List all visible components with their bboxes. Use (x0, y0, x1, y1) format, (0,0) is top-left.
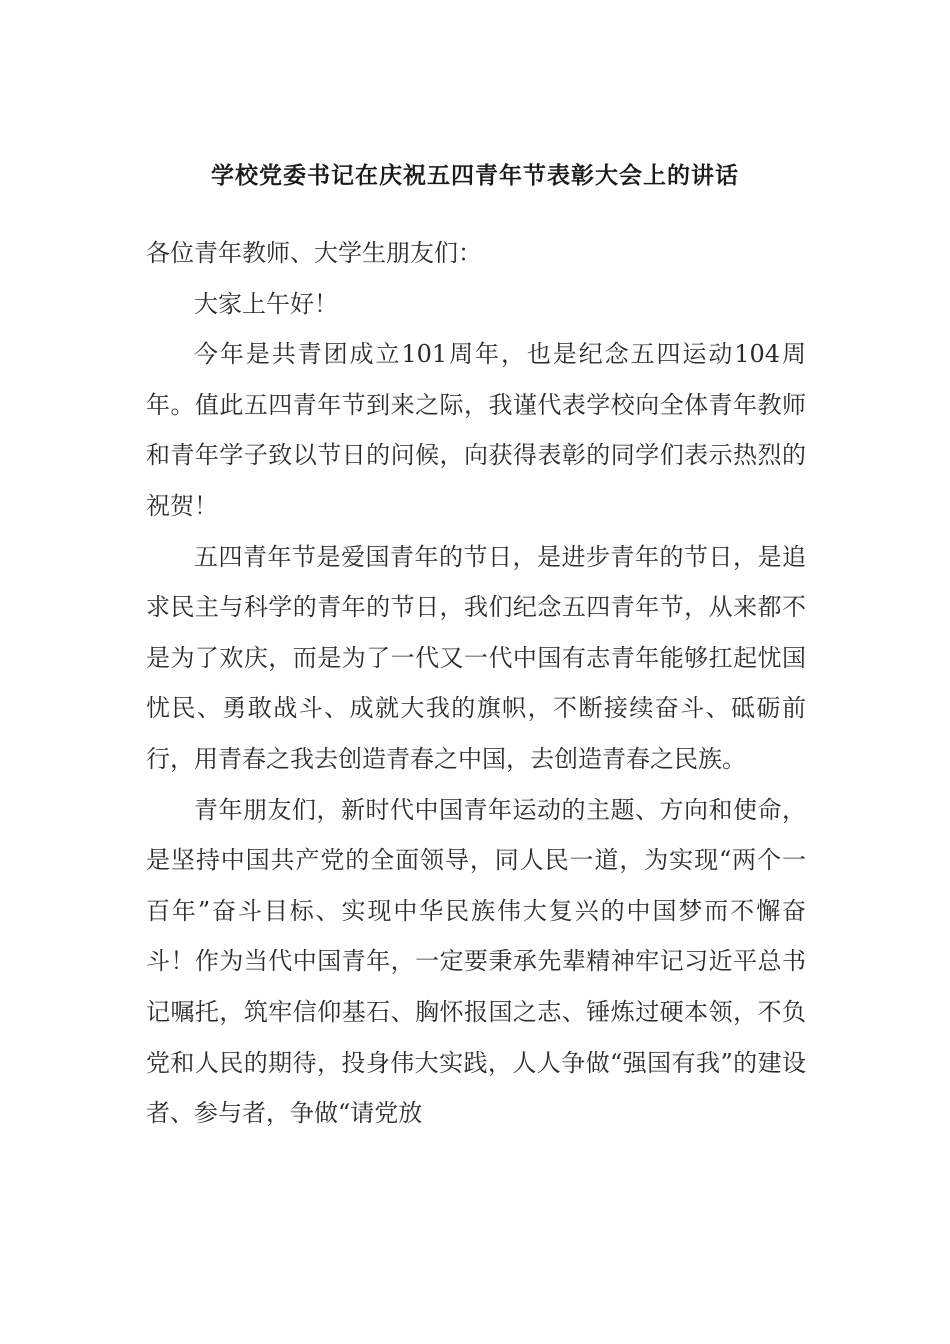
document-body (146, 228, 806, 1139)
paragraph-anniversary: 今年是共青团成立101周年，也是纪念五四运动104周年。值此五四青年节到来之际，我谨代表学校向全体青年教师和青年学子致以节日的问候，向获得表彰的同学们表示热烈的祝贺！ (146, 340, 806, 520)
paragraph-may-fourth: 五四青年节是爱国青年的节日，是进步青年的节日，是追求民主与科学的青年的节日，我们纪念五四青年节，从来都不是为了欢庆，而是为了一代又一代中国有志青年能够扛起忧国忧民、勇敢战斗、成就大我的旗帜，不断接续奋斗、砥砺前行，用青春之我去创造青春之中国，去创造青春之民族。 (146, 542, 806, 773)
salutation: 各位青年教师、大学生朋友们： (146, 239, 482, 267)
paragraph-greeting: 大家上午好！ (194, 289, 338, 318)
document-title: 学校党委书记在庆祝五四青年节表彰大会上的讲话 (211, 162, 739, 189)
paragraph-mission: 青年朋友们，新时代中国青年运动的主题、方向和使命，是坚持中国共产党的全面领导，同人民一道，为实现“两个一百年”奋斗目标、实现中华民族伟大复兴的中国梦而不懈奋斗！作为当代中国青年，一定要秉承先辈精神牢记习近平总书记嘱托，筑牢信仰基石、胸怀报国之志、锤炼过硬本领，不负党和人民的期待，投身伟大实践，人人争做“强国有我”的建设者、参与者，争做“请党放 (146, 795, 806, 1128)
